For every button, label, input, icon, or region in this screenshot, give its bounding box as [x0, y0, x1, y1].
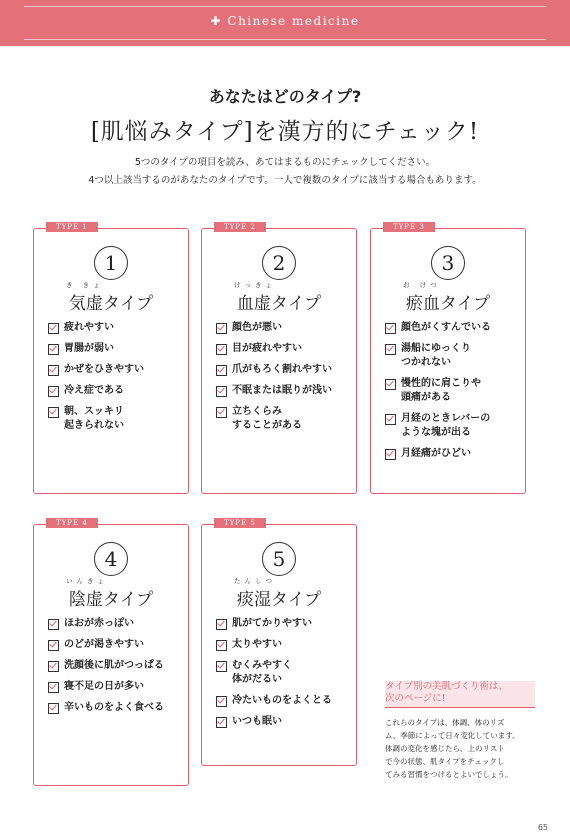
checklist-item-label: ほおが赤っぽい: [64, 618, 134, 629]
checklist: [216, 321, 332, 440]
checkbox-icon: [48, 661, 59, 672]
checklist-item-label: 目が疲れやすい: [232, 343, 302, 354]
checklist-item: [216, 342, 332, 356]
checklist-item: [48, 680, 164, 694]
type-number-circle: 1: [94, 246, 128, 280]
checklist-item-label: 太りやすい: [232, 639, 282, 650]
checkbox-icon: [48, 703, 59, 714]
section-label: ✚ Chinese medicine: [210, 14, 360, 28]
type-number-circle: 5: [262, 542, 296, 576]
checkbox-icon: [48, 407, 59, 418]
checkbox-icon: [385, 344, 396, 355]
checklist-item-label: かぜをひきやすい: [64, 364, 144, 375]
checklist-item: [48, 405, 144, 433]
checklist-item: [48, 659, 164, 673]
type-tag: TYPE 5: [214, 518, 266, 528]
checklist-item-label: むくみやすく 体がだるい: [232, 660, 292, 685]
checklist-item: [48, 617, 164, 631]
title-reading: けっきょ: [234, 281, 276, 289]
checklist-item-label: 胃腸が弱い: [64, 343, 114, 354]
checklist: [48, 617, 164, 722]
type-card-4: [33, 519, 189, 786]
title-reading: たんしつ: [234, 577, 276, 585]
type-card-3: [370, 223, 526, 494]
checkbox-icon: [216, 619, 227, 630]
type-card-5: [201, 519, 357, 766]
type-card-2: [201, 223, 357, 494]
type-tag: TYPE 3: [383, 222, 435, 232]
checklist-item: [216, 659, 332, 687]
checklist-item: [48, 363, 144, 377]
type-card-1: [33, 223, 189, 494]
type-tag: TYPE 4: [46, 518, 98, 528]
checklist-item: [216, 694, 332, 708]
checklist-item-label: 月経痛がひどい: [401, 448, 471, 459]
checkbox-icon: [216, 344, 227, 355]
checkbox-icon: [216, 386, 227, 397]
title-reading: お けつ: [403, 281, 441, 289]
checklist: [385, 321, 491, 468]
type-number-circle: 4: [94, 542, 128, 576]
checklist-item: [48, 342, 144, 356]
type-title: 痰湿タイプ: [236, 590, 322, 610]
checklist: [48, 321, 144, 440]
checklist-item-label: 月経のときレバーの ような塊が出る: [401, 413, 491, 438]
checkbox-icon: [48, 640, 59, 651]
checkbox-icon: [385, 414, 396, 425]
title-reading: いんきょ: [66, 577, 108, 585]
checklist: [216, 617, 332, 736]
type-title: 陰虚タイプ: [68, 590, 154, 610]
checklist-item: [385, 412, 491, 440]
checklist-item-label: 辛いものをよく食べる: [64, 702, 164, 713]
checklist-item-label: 爪がもろく割れやすい: [232, 364, 332, 375]
checkbox-icon: [48, 386, 59, 397]
page-number: 65: [537, 823, 548, 832]
checklist-item: [48, 321, 144, 335]
checklist-item: [216, 321, 332, 335]
checklist-item-label: 湯船にゆっくり つかれない: [401, 343, 471, 368]
checklist-item: [385, 321, 491, 335]
checkbox-icon: [48, 365, 59, 376]
checklist-item-label: 冷たいものをよくとる: [232, 695, 332, 706]
checklist-item: [216, 638, 332, 652]
checklist-item-label: 洗顔後に肌がつっぱる: [64, 660, 164, 671]
checkbox-icon: [385, 379, 396, 390]
checklist-item-label: 顔色が悪い: [232, 322, 282, 333]
checkbox-icon: [216, 323, 227, 334]
title-reading: き きょ: [66, 281, 104, 289]
type-title: 血虚タイプ: [236, 294, 322, 314]
note-body: これらのタイプは、体調、体のリズ ム、季節によって日々変化しています。 体調の変化を感じたら、上のリスト で今の状態、肌タイプをチェックし てみる習慣をつけるとよいでしょう。: [385, 718, 520, 779]
checkbox-icon: [216, 696, 227, 707]
checklist-item-label: 不眠または眠りが浅い: [232, 385, 332, 396]
type-tag: TYPE 2: [214, 222, 266, 232]
checklist-item: [216, 617, 332, 631]
checklist-item: [385, 377, 491, 405]
checkbox-icon: [48, 344, 59, 355]
checkbox-icon: [385, 323, 396, 334]
checklist-item: [216, 405, 332, 433]
checklist-item-label: 顔色がくすんでいる: [401, 322, 491, 333]
intro-line: 5つのタイプの項目を読み、あてはまるものにチェックしてください。: [134, 157, 436, 168]
checkbox-icon: [216, 407, 227, 418]
intro-line: 4つ以上該当するのがあなたのタイプです。一人で複数のタイプに該当する場合もあります。: [88, 175, 482, 186]
type-title: 瘀血タイプ: [405, 294, 491, 314]
page-question: あなたはどのタイプ?: [208, 87, 362, 106]
checklist-item: [385, 342, 491, 370]
checklist-item: [48, 638, 164, 652]
checklist-item-label: いつも眠い: [232, 716, 282, 727]
checklist-item-label: 朝、スッキリ 起きられない: [64, 406, 124, 431]
checkbox-icon: [216, 640, 227, 651]
checkbox-icon: [216, 717, 227, 728]
checklist-item: [216, 715, 332, 729]
page-title: [肌悩みタイプ]を漢方的にチェック!: [90, 119, 480, 145]
checklist-item-label: のどが渇きやすい: [64, 639, 144, 650]
checkbox-icon: [48, 619, 59, 630]
type-number-circle: 3: [431, 246, 465, 280]
checklist-item: [216, 363, 332, 377]
checklist-item-label: 冷え症である: [64, 385, 124, 396]
type-title: 気虚タイプ: [68, 294, 154, 314]
checklist-item: [48, 701, 164, 715]
type-tag: TYPE 1: [46, 222, 98, 232]
intro-text: [0, 154, 570, 190]
checkbox-icon: [48, 323, 59, 334]
checklist-item: [48, 384, 144, 398]
checklist-item-label: 肌がてかりやすい: [232, 618, 312, 629]
checklist-item: [385, 447, 491, 461]
checkbox-icon: [216, 661, 227, 672]
checkbox-icon: [48, 682, 59, 693]
checklist-item-label: 疲れやすい: [64, 322, 114, 333]
next-page-note: [385, 681, 535, 781]
checkbox-icon: [216, 365, 227, 376]
checklist-item: [216, 384, 332, 398]
checkbox-icon: [385, 449, 396, 460]
note-heading: タイプ別の美肌づくり術は、 次のページに!: [385, 681, 535, 708]
checklist-item-label: 寝不足の日が多い: [64, 681, 144, 692]
type-number-circle: 2: [262, 246, 296, 280]
section-header-bar: [0, 0, 570, 46]
checklist-item-label: 立ちくらみ することがある: [232, 406, 302, 431]
checklist-item-label: 慢性的に肩こりや 頭痛がある: [401, 378, 481, 403]
